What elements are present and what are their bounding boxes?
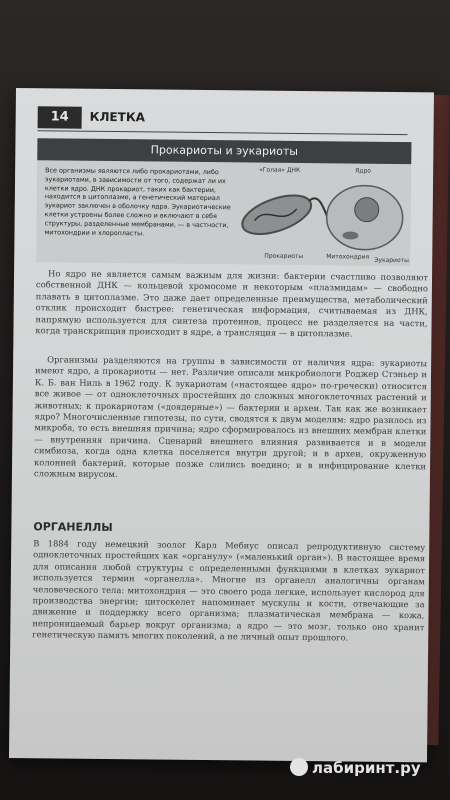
label-eukaryotes: Эукариоты bbox=[374, 256, 409, 265]
section-heading: ОРГАНЕЛЛЫ bbox=[33, 520, 113, 535]
label-mitochondria: Митохондрия bbox=[326, 253, 370, 261]
info-box-text: Все организмы являются либо прокариотами, либо эукариотами, в зависимости от того, содержат ли их клетки ядро. ДНК прокариот, таких как бактерии, находится в цитоплазме, а генетический материал эукариот заключен в оболочку ядра. Эукариотические клетки устроены более сложно и включают в себя структуры, разделенные мембранами, — в частности, митохондрии и хлоропласты. bbox=[44, 166, 231, 237]
cell-diagram bbox=[236, 164, 407, 264]
label-nucleus: Ядро bbox=[355, 167, 371, 175]
page-number: 14 bbox=[38, 106, 82, 128]
info-box-title: Прокариоты и эукариоты bbox=[37, 138, 411, 164]
paragraph-3: В 1884 году немецкий зоолог Карл Мебиус описал репродуктивную систему одноклеточных простейших как «органулу» («маленький орган»). В настоящее время для описания любой структуры с определенными функциями в клетках эукариот используется термин «органелла». Многие из органелл аналогичны органам человеческого тела: митохондрия — это своего рода легкие, использует кислород для производства энергии; цитоскелет напоминает мускулы и кости, отвечающие за движение и поддержку всего организма; плазматическая мембрана — кожа, непроницаемый барьер вокруг организма; а ядро — это мозг, только оно хранит генетическую память многих поколений, а не личный опыт прошлого. bbox=[32, 538, 426, 643]
prokaryote-cell bbox=[237, 188, 316, 242]
book-page bbox=[9, 88, 434, 762]
header-rule bbox=[38, 130, 408, 135]
label-prokaryotes: Прокариоты bbox=[264, 252, 304, 261]
cell-illustration bbox=[236, 164, 407, 264]
nucleus bbox=[355, 198, 379, 222]
paragraph-1: Но ядро не является самым важным для жизни: бактерии счастливо позволяют собственной ДНК — кольцевой хромосоме и некоторым «плазмидам» — свободно плавать в цитоплазме. Это даже дает определенные преимущества, метаболический отклик происходит быстрее: генетическая информация, считываемая из ДНК, напрямую используется для синтеза протеинов, процесс не разделяется на части, когда транскрипция происходит в ядре, а трансляция — в цитоплазме. bbox=[35, 268, 429, 339]
watermark-text: лабиринт.ру bbox=[312, 759, 421, 777]
info-box bbox=[36, 138, 411, 266]
label-naked-dna: «Голая» ДНК bbox=[259, 166, 301, 174]
watermark-icon bbox=[290, 758, 308, 776]
paragraph-2: Организмы разделяются на группы в зависимости от наличия ядра: эукариоты имеют ядро, а прокариоты — нет. Различие описали микробиологи Роджер Стэньер и К. Б. ван Ниль в 1962 году. К эукариотам («настоящее ядро» по-гречески) относится все живое — от одноклеточных простейших до сложных многоклеточных растений и животных; к прокариотам («доядерные») — бактерии и археи. Так как же возникает ядро? Многочисленные гипотезы, по сути, сводятся к двум моделям: ядро разилось из микроба, то есть внешняя причина; ядро сформировалось из внешних мембран клетки — внутренняя причина. Сценарий внешнего влияния развивается и в модели симбиоза, когда одна клетка поселяется внутри другой; и в археи, окруженную колонией бактерий, которые позже слились воедино; и в инфицирование клетки сложным вирусом. bbox=[33, 354, 428, 480]
chapter-title: КЛЕТКА bbox=[89, 109, 146, 125]
site-watermark bbox=[290, 758, 421, 777]
page-header bbox=[38, 106, 158, 129]
